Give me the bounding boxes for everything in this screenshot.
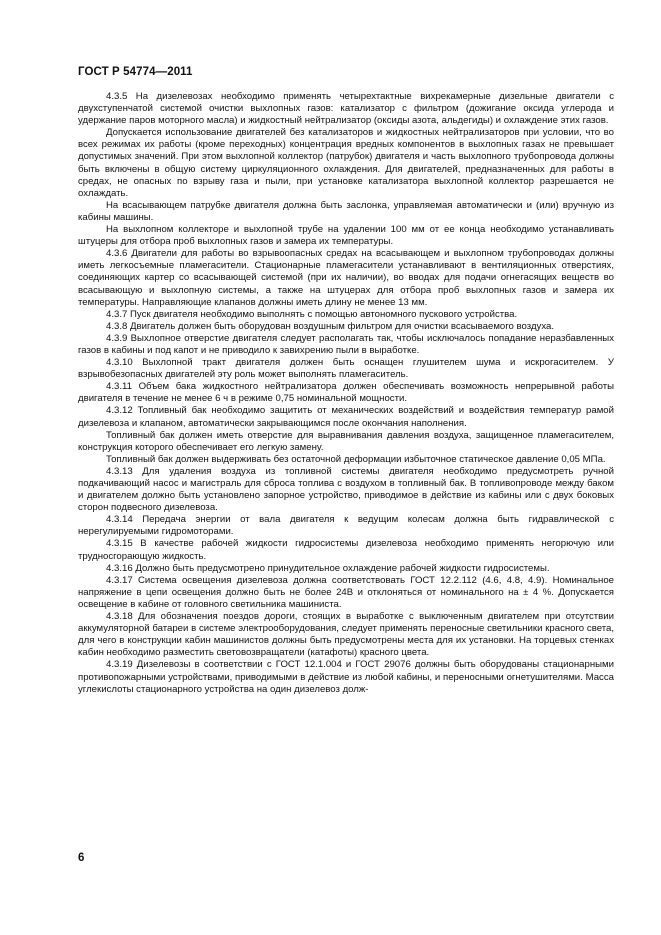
paragraph: 4.3.16 Должно быть предусмотрено принудительное охлаждение рабочей жидкости гидросистемы. <box>106 562 550 574</box>
paragraph: 4.3.12 Топливный бак необходимо защитить от механических воздействий и воздействия температур рамой дизелевоза и клапаном, автоматически закрывающимся после окончания наполнения. <box>78 405 614 429</box>
paragraph: На выхлопном коллекторе и выхлопной трубе на удалении 100 мм от ее конца необходимо устанавливать штуцеры для отбора проб выхлопных газов и замера их температуры. <box>78 224 614 248</box>
paragraph: 4.3.6 Двигатели для работы во взрывоопасных средах на всасывающем и выхлопном трубопроводах должны иметь легкосъемные пламегасители. Стационарные пламегасители устанавливают в вентиляционных отверстиях, соединяющих картер со всасывающей системой (при их наличии), во вводах для подачи огнегасящих веществ во всасывающую и выхлопную системы, а также на штуцерах для отбора проб выхлопных газов и замера их температуры. Направляющие клапанов должны иметь длину не менее 13 мм. <box>78 248 614 308</box>
paragraph: 4.3.17 Система освещения дизелевоза должна соответствовать ГОСТ 12.2.112 (4.6, 4.8, 4.9). Номинальное напряжение в цепи освещения должно быть не более 24В и отклоняться от номинального на ± 4 %. Допускается освещение в кабине от головного светильника машиниста. <box>78 574 614 610</box>
paragraph: 4.3.13 Для удаления воздуха из топливной системы двигателя необходимо предусмотреть ручной подкачивающий насос и магистраль для сброса топлива с воздухом в топливный бак. В топливопроводе между баком и двигателем должно быть установлено запорное устройство, приводимое в действие из кабины или с двух боковых сторон подвесного дизелевоза. <box>78 465 614 514</box>
paragraph: 4.3.11 Объем бака жидкостного нейтрализатора должен обеспечивать возможность непрерывной работы двигателя в течение не менее 6 ч в режиме 0,75 номинальной мощности. <box>78 381 614 405</box>
document-header: ГОСТ Р 54774—2011 <box>78 66 193 78</box>
paragraph: 4.3.14 Передача энергии от вала двигателя к ведущим колесам должна быть гидравлической с нерегулируемыми гидромоторами. <box>78 514 614 538</box>
document-body <box>78 91 614 696</box>
paragraph: 4.3.5 На дизелевозах необходимо применять четырехтактные вихрекамерные дизельные двигатели с двухступенчатой системой очистки выхлопных газов: катализатор с фильтром (дожигание оксида углерода и удержание паров моторного масла) и жидкостный нейтрализатор (оксиды азота, альдегиды) и охлаждение этих газов. <box>78 91 614 127</box>
paragraph: Топливный бак должен иметь отверстие для выравнивания давления воздуха, защищенное пламегасителем, конструкция которого обеспечивает его легкую замену. <box>78 429 614 453</box>
paragraph: 4.3.8 Двигатель должен быть оборудован воздушным фильтром для очистки всасываемого воздуха. <box>106 320 555 332</box>
paragraph: 4.3.7 Пуск двигателя необходимо выполнять с помощью автономного пускового устройства. <box>106 308 518 320</box>
paragraph: Допускается использование двигателей без катализаторов и жидкостных нейтрализаторов при условии, что во всех режимах их работы (кроме переходных) концентрация вредных компонентов в выхлопных газах не превышает допустимых значений. При этом выхлопной коллектор (патрубок) двигателя и часть выхлопного трубопровода должны быть включены в общую систему циркуляционного охлаждения. Для двигателей, предназначенных для работы в средах, не опасных по взрыву газа и пыли, при установке катализатора выхлопной коллектор разрешается не охлаждать. <box>78 127 614 199</box>
paragraph: На всасывающем патрубке двигателя должна быть заслонка, управляемая автоматически и (или) вручную из кабины машины. <box>78 199 614 223</box>
paragraph: 4.3.9 Выхлопное отверстие двигателя следует располагать так, чтобы исключалось попадание неразбавленных газов в кабины и под капот и не приводило к завихрению пыли в выработке. <box>78 332 614 356</box>
page-number: 6 <box>78 852 85 864</box>
paragraph: 4.3.15 В качестве рабочей жидкости гидросистемы дизелевоза необходимо применять негорючую или трудносгорающую жидкость. <box>78 538 614 562</box>
paragraph: 4.3.19 Дизелевозы в соответствии с ГОСТ 12.1.004 и ГОСТ 29076 должны быть оборудованы стационарными противопожарными устройствами, приводимыми в действие из любой кабины, и переносными огнетушителями. Масса углекислоты стационарного устройства на один дизелевоз долж- <box>78 659 614 695</box>
paragraph: 4.3.18 Для обозначения поездов дороги, стоящих в выработке с выключенным двигателем при отсутствии аккумуляторной батареи в системе электрооборудования, следует применять переносные светильники красного света, для чего в конструкции кабин машинистов должны быть предусмотрены места для их установки. На торцевых стенках кабин необходимо разместить световозвращатели (катафоты) красного цвета. <box>78 611 614 659</box>
paragraph: Топливный бак должен выдерживать без остаточной деформации избыточное статическое давление 0,05 МПа. <box>106 453 606 465</box>
paragraph: 4.3.10 Выхлопной тракт двигателя должен быть оснащен глушителем шума и искрогасителем. У взрывобезопасных двигателей эту роль может выполнять пламегаситель. <box>78 357 614 381</box>
